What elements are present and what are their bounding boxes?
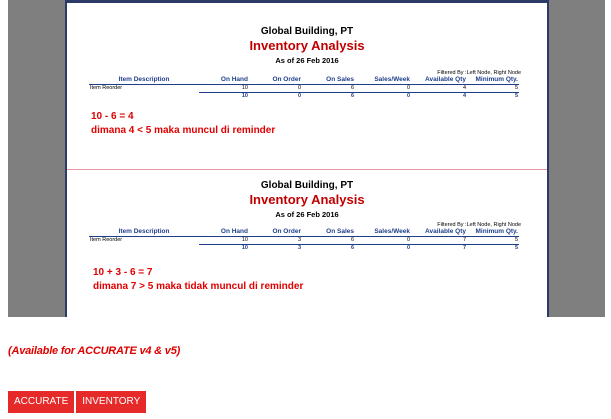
tag-list — [8, 391, 146, 413]
inventory-table — [89, 228, 519, 252]
annotation-note — [91, 110, 275, 138]
note-formula: 10 + 3 - 6 = 7 — [93, 267, 153, 278]
cell-minimum: 5 — [467, 85, 519, 93]
total-on-order: 0 — [297, 93, 301, 99]
total-row — [89, 245, 519, 253]
tag-inventory[interactable]: INVENTORY — [76, 391, 146, 413]
report-title: Inventory Analysis — [249, 38, 365, 53]
col-minimum-qty: Minimum Qty. — [467, 228, 519, 237]
col-on-sales: On Sales — [302, 76, 355, 85]
report-date: As of 26 Feb 2016 — [275, 210, 339, 219]
col-on-hand: On Hand — [199, 76, 249, 85]
cell-available: 7 — [411, 237, 467, 245]
filter-text: Filtered By :Left Node, Right Node — [437, 70, 521, 76]
cell-minimum: 5 — [467, 237, 519, 245]
table-header-row — [89, 76, 519, 85]
total-sales-week: 0 — [406, 245, 410, 251]
total-available: 7 — [462, 245, 466, 251]
inventory-table — [89, 76, 519, 100]
total-minimum: 5 — [514, 93, 518, 99]
col-item-description: Item Description — [89, 228, 199, 237]
cell-on-order: 3 — [249, 237, 302, 245]
total-available: 4 — [462, 93, 466, 99]
cell-on-order: 0 — [249, 85, 302, 93]
page-divider — [67, 169, 547, 170]
cell-on-hand: 10 — [199, 237, 249, 245]
report-page — [65, 0, 549, 317]
report-section-1 — [67, 26, 547, 136]
total-on-hand: 10 — [241, 93, 248, 99]
cell-item: Item Reorder — [90, 85, 123, 92]
total-minimum: 5 — [514, 245, 518, 251]
cell-on-sales: 6 — [302, 85, 355, 93]
report-title: Inventory Analysis — [249, 192, 365, 207]
cell-sales-week: 0 — [355, 237, 411, 245]
col-sales-week: Sales/Week — [355, 76, 411, 85]
col-on-hand: On Hand — [199, 228, 249, 237]
total-sales-week: 0 — [406, 93, 410, 99]
col-available-qty: Available Qty — [411, 228, 467, 237]
col-on-order: On Order — [249, 76, 302, 85]
total-row — [89, 93, 519, 101]
filter-text: Filtered By :Left Node, Right Node — [437, 222, 521, 228]
col-minimum-qty: Minimum Qty. — [467, 76, 519, 85]
note-explanation: dimana 7 > 5 maka tidak muncul di reminder — [93, 281, 304, 292]
cell-on-sales: 6 — [302, 237, 355, 245]
total-on-sales: 6 — [350, 93, 354, 99]
note-formula: 10 - 6 = 4 — [91, 111, 134, 122]
report-date: As of 26 Feb 2016 — [275, 56, 339, 65]
col-sales-week: Sales/Week — [355, 228, 411, 237]
annotation-note — [93, 266, 303, 294]
col-available-qty: Available Qty — [411, 76, 467, 85]
cell-available: 4 — [411, 85, 467, 93]
company-name: Global Building, PT — [260, 26, 354, 37]
total-on-sales: 6 — [350, 245, 354, 251]
table-header-row — [89, 228, 519, 237]
cell-item: Item Reorder — [90, 237, 123, 244]
table-row — [89, 85, 519, 93]
company-name: Global Building, PT — [260, 180, 354, 191]
col-on-order: On Order — [249, 228, 302, 237]
cell-on-hand: 10 — [199, 85, 249, 93]
page-top-edge — [67, 0, 547, 3]
table-row — [89, 237, 519, 245]
tag-accurate[interactable]: ACCURATE — [8, 391, 74, 413]
note-explanation: dimana 4 < 5 maka muncul di reminder — [91, 125, 276, 136]
report-preview-area — [8, 0, 605, 317]
total-on-hand: 10 — [241, 245, 248, 251]
availability-note: (Available for ACCURATE v4 & v5) — [8, 345, 181, 357]
cell-sales-week: 0 — [355, 85, 411, 93]
col-item-description: Item Description — [89, 76, 199, 85]
col-on-sales: On Sales — [302, 228, 355, 237]
report-section-2 — [67, 180, 547, 292]
total-on-order: 3 — [297, 245, 301, 251]
